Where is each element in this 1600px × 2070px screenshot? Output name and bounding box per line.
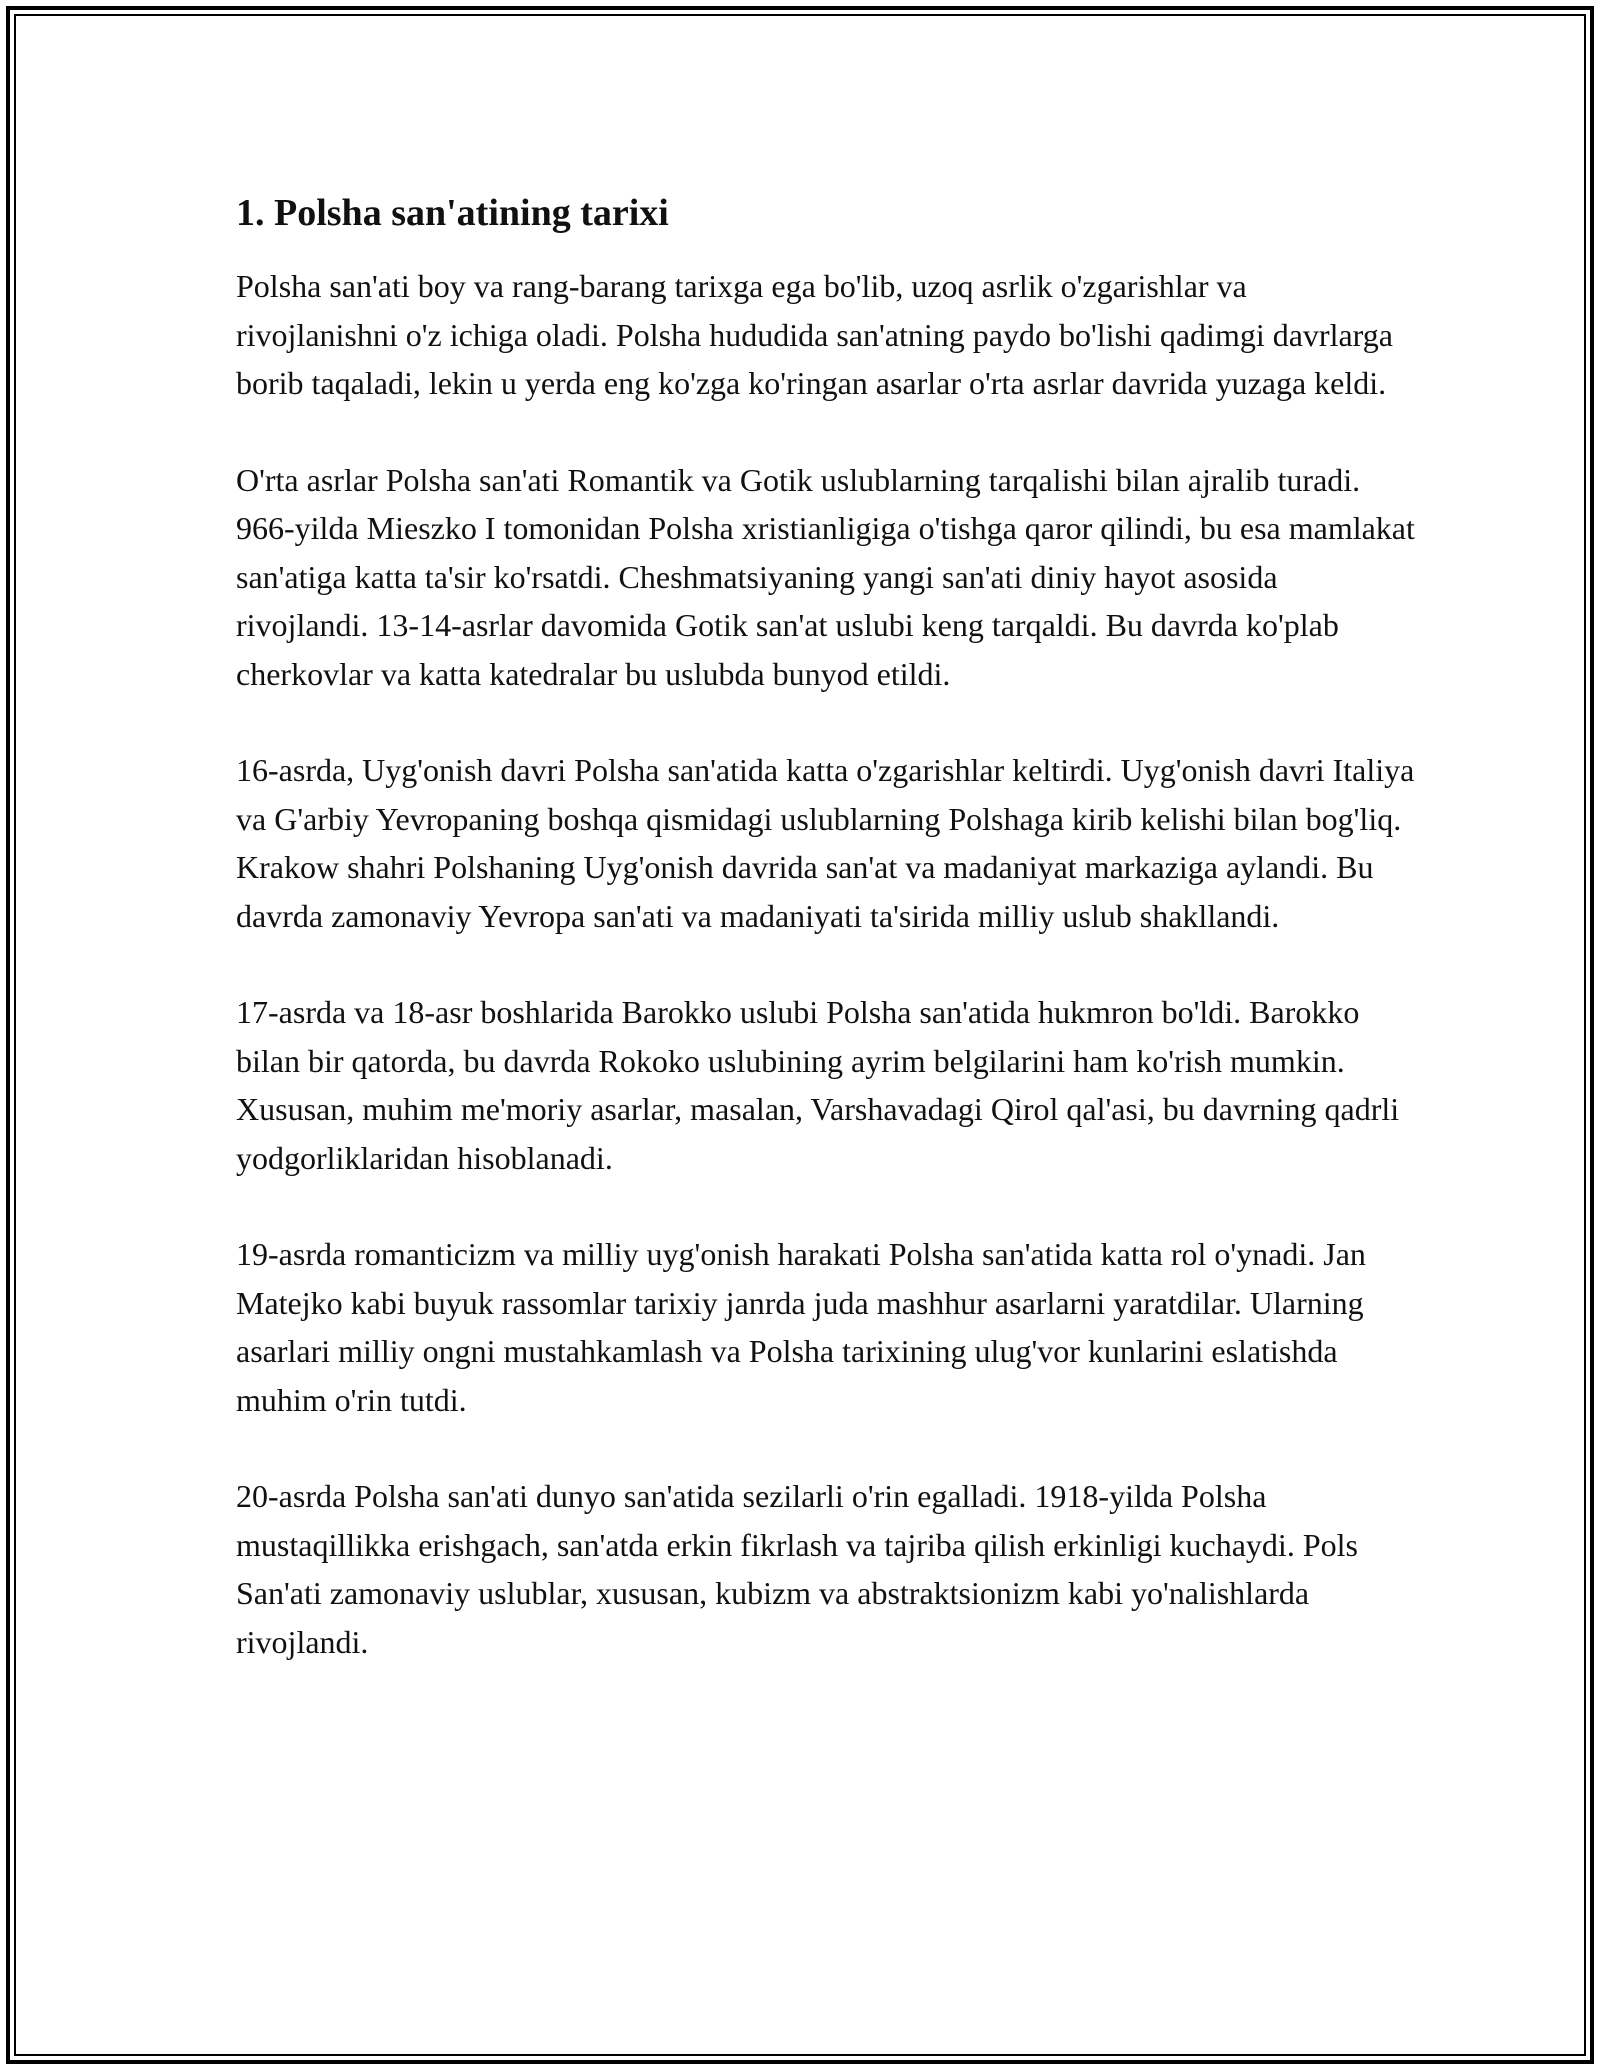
document-body xyxy=(236,188,1416,1714)
paragraph-20th-century: 20-asrda Polsha san'ati dunyo san'atida sezilarli o'rin egalladi. 1918-yilda Polsha mustaqillikka erishgach, san'atda erkin fikrlash va tajriba qilish erkinligi kuchaydi. Pols San'ati zamonaviy uslublar, xususan, kubizm va abstraktsionizm kabi yo'nalishlarda rivojlandi. xyxy=(236,1478,1358,1660)
paragraph-middle-ages: O'rta asrlar Polsha san'ati Romantik va Gotik uslublarning tarqalishi bilan ajralib turadi. 966-yilda Mieszko I tomonidan Polsha xristianligiga o'tishga qaror qilindi, bu esa mamlakat san'atiga katta ta'sir ko'rsatdi. Cheshmatsiyaning yangi san'ati diniy hayot asosida rivojlandi. 13-14-asrlar davomida Gotik san'at uslubi keng tarqaldi. Bu davrda ko'plab cherkovlar va katta katedralar bu uslubda bunyod etildi. xyxy=(236,461,1415,692)
paragraph-intro: Polsha san'ati boy va rang-barang tarixga ega bo'lib, uzoq asrlik o'zgarishlar va rivojlanishni o'z ichiga oladi. Polsha hududida san'atning paydo bo'lishi qadimgi davrlarga borib taqaladi, lekin u yerda eng ko'zga ko'ringan asarlar o'rta asrlar davrida yuzaga keldi. xyxy=(236,268,1393,401)
page-title: 1. Polsha san'atining tarixi xyxy=(236,192,669,234)
paragraph-baroque: 17-asrda va 18-asr boshlarida Barokko uslubi Polsha san'atida hukmron bo'ldi. Barokko bilan bir qatorda, bu davrda Rokoko uslubining ayrim belgilarini ham ko'rish mumkin. Xususan, muhim me'moriy asarlar, masalan, Varshavadagi Qirol qal'asi, bu davrning qadrli yodgorliklaridan hisoblanadi. xyxy=(236,994,1400,1176)
paragraph-19th-century: 19-asrda romanticizm va milliy uyg'onish harakati Polsha san'atida katta rol o'ynadi. Jan Matejko kabi buyuk rassomlar tarixiy janrda juda mashhur asarlarni yaratdilar. Ularning asarlari milliy ongni mustahkamlash va Polsha tarixining ulug'vor kunlarini eslatishda muhim o'rin tutdi. xyxy=(236,1236,1366,1418)
paragraph-renaissance: 16-asrda, Uyg'onish davri Polsha san'atida katta o'zgarishlar keltirdi. Uyg'onish davri Italiya va G'arbiy Yevropaning boshqa qismidagi uslublarning Polshaga kirib kelishi bilan bog'liq. Krakow shahri Polshaning Uyg'onish davrida san'at va madaniyat markaziga aylandi. Bu davrda zamonaviy Yevropa san'ati va madaniyati ta'sirida milliy uslub shakllandi. xyxy=(236,752,1415,934)
